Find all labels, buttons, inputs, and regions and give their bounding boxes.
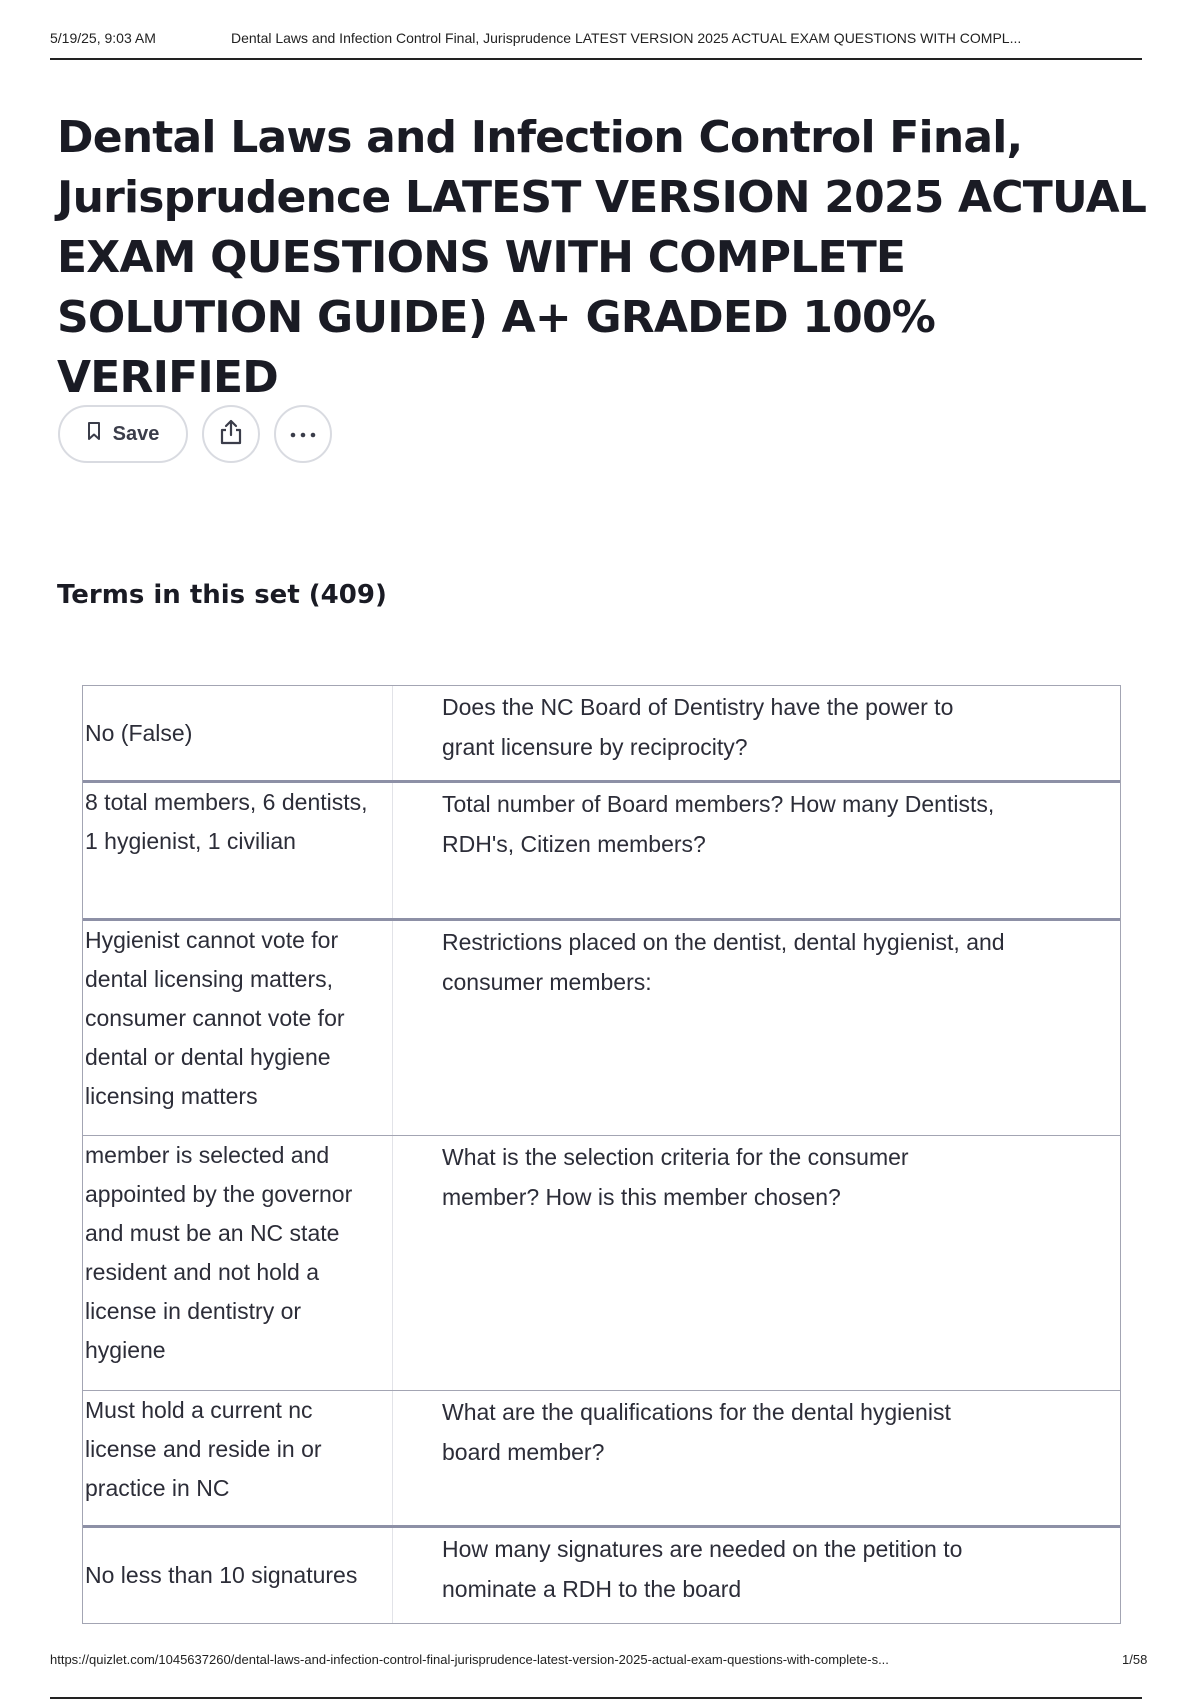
- more-icon: [290, 425, 316, 443]
- term-cell: No less than 10 signatures: [83, 1528, 393, 1623]
- term-cell: 8 total members, 6 dentists, 1 hygienist, 1 civilian: [83, 783, 393, 918]
- definition-cell: What are the qualifications for the dental hygienist board member?: [442, 1399, 951, 1465]
- definition-cell: How many signatures are needed on the petition to nominate a RDH to the board: [442, 1536, 963, 1602]
- table-row: [83, 1525, 1120, 1623]
- table-row: [83, 686, 1120, 780]
- definition-cell: Does the NC Board of Dentistry have the power to grant licensure by reciprocity?: [442, 694, 954, 760]
- terms-heading: Terms in this set (409): [57, 580, 387, 610]
- definition-cell: Total number of Board members? How many Dentists, RDH's, Citizen members?: [442, 791, 995, 857]
- table-row: [83, 780, 1120, 918]
- print-url: https://quizlet.com/1045637260/dental-laws-and-infection-control-final-jurisprudence-latest-version-2025-actual-exam-questions-with-complete-s...: [50, 1652, 889, 1667]
- print-footer: [50, 1652, 1150, 1667]
- print-header: [50, 28, 1142, 60]
- term-cell: member is selected and appointed by the governor and must be an NC state resident and not hold a license in dentistry or hygiene: [83, 1136, 393, 1390]
- share-icon: [218, 418, 244, 451]
- terms-table: [82, 685, 1121, 1624]
- table-row: [83, 1135, 1120, 1390]
- print-datetime: 5/19/25, 9:03 AM: [50, 30, 156, 46]
- save-button[interactable]: [58, 405, 188, 463]
- bookmark-icon: [87, 421, 101, 447]
- definition-cell: What is the selection criteria for the consumer member? How is this member chosen?: [442, 1144, 909, 1210]
- definition-cell: Restrictions placed on the dentist, dental hygienist, and consumer members:: [442, 929, 1005, 995]
- table-row: [83, 918, 1120, 1135]
- action-bar: [58, 405, 332, 463]
- term-cell: Hygienist cannot vote for dental licensing matters, consumer cannot vote for dental or dental hygiene licensing matters: [83, 921, 393, 1135]
- page-number: 1/58: [1122, 1652, 1148, 1667]
- page-title: Dental Laws and Infection Control Final, Jurisprudence LATEST VERSION 2025 ACTUAL EXAM QUESTIONS WITH COMPLETE SOLUTION GUIDE) A+ GRADED 100% VERIFIED: [57, 112, 1147, 403]
- share-button[interactable]: [202, 405, 260, 463]
- print-doc-title: Dental Laws and Infection Control Final, Jurisprudence LATEST VERSION 2025 ACTUAL EXAM QUESTIONS WITH COMPL...: [231, 30, 1022, 46]
- term-cell: Must hold a current nc license and reside in or practice in NC: [83, 1391, 393, 1525]
- term-cell: No (False): [83, 686, 393, 780]
- table-row: [83, 1390, 1120, 1525]
- footer-divider: [50, 1697, 1142, 1699]
- more-options-button[interactable]: [274, 405, 332, 463]
- save-label: Save: [112, 422, 160, 445]
